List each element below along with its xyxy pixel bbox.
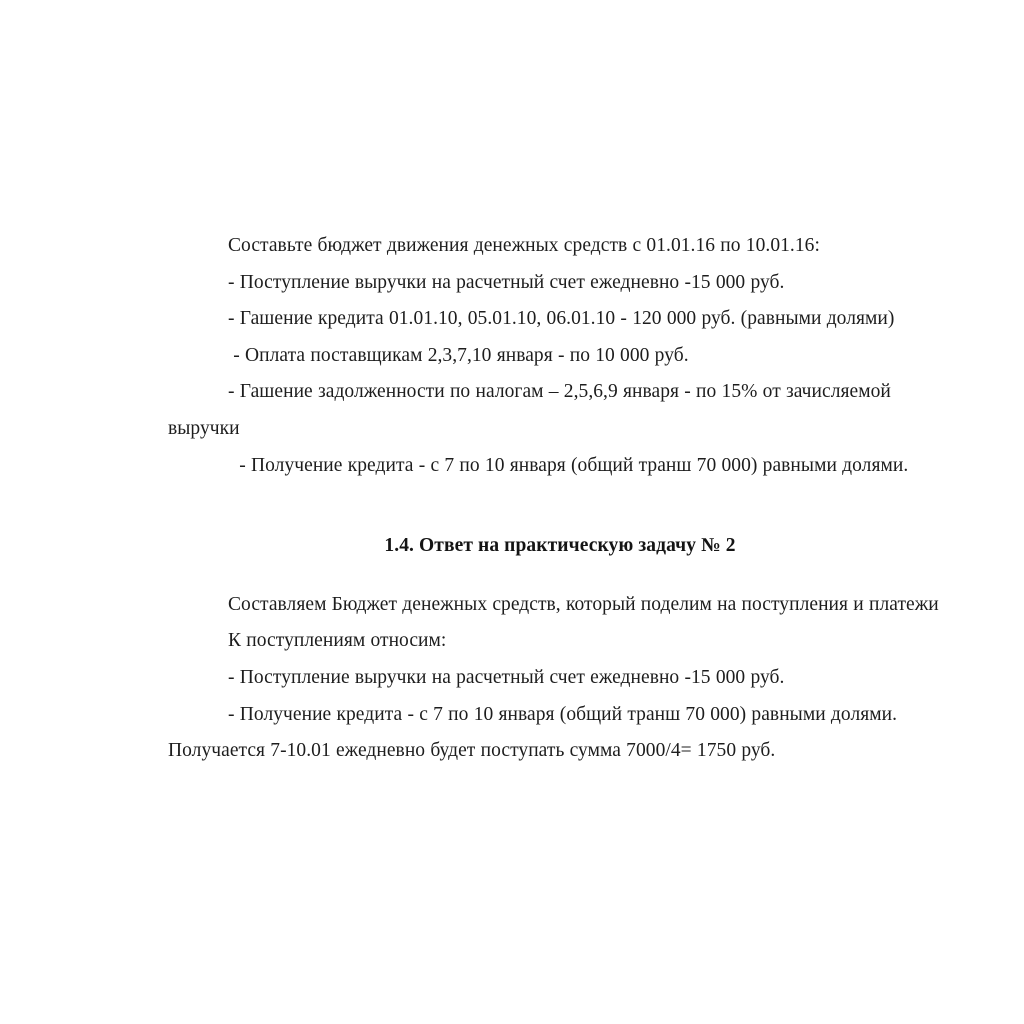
task-bullet-tax-debt: - Гашение задолженности по налогам – 2,5,6,9 января - по 15% от зачисляемой выручки: [168, 381, 897, 439]
task-bullet-credit-receipt: - Получение кредита - с 7 по 10 января (общий транш 70 000) равными долями.: [234, 454, 909, 476]
document-text-body: [168, 228, 952, 770]
answer-intro-paragraph: Составляем Бюджет денежных средств, который поделим на поступления и платежи: [228, 593, 939, 615]
task-intro-paragraph: Составьте бюджет движения денежных средств с 01.01.16 по 10.01.16:: [228, 235, 820, 256]
heading-spacer-above: [168, 484, 952, 528]
answer-bullet-credit-receipt: - Получение кредита - с 7 по 10 января (общий транш 70 000) равными долями.: [228, 703, 898, 725]
section-heading: 1.4. Ответ на практическую задачу № 2: [384, 535, 736, 557]
answer-conclusion: Получается 7-10.01 ежедневно будет поступать сумма 7000/4= 1750 руб.: [168, 740, 776, 762]
task-bullet-credit-repayment: - Гашение кредита 01.01.10, 05.01.10, 06.01.10 - 120 000 руб. (равными долями): [228, 308, 895, 330]
answer-subheading: К поступлениям относим:: [228, 630, 447, 652]
task-bullet-supplier-payment: - Оплата поставщикам 2,3,7,10 января - по 10 000 руб.: [228, 344, 689, 366]
answer-bullet-revenue: - Поступление выручки на расчетный счет ежедневно -15 000 руб.: [228, 666, 785, 688]
heading-spacer-below: [168, 565, 952, 587]
task-bullet-revenue: - Поступление выручки на расчетный счет ежедневно -15 000 руб.: [228, 271, 785, 293]
